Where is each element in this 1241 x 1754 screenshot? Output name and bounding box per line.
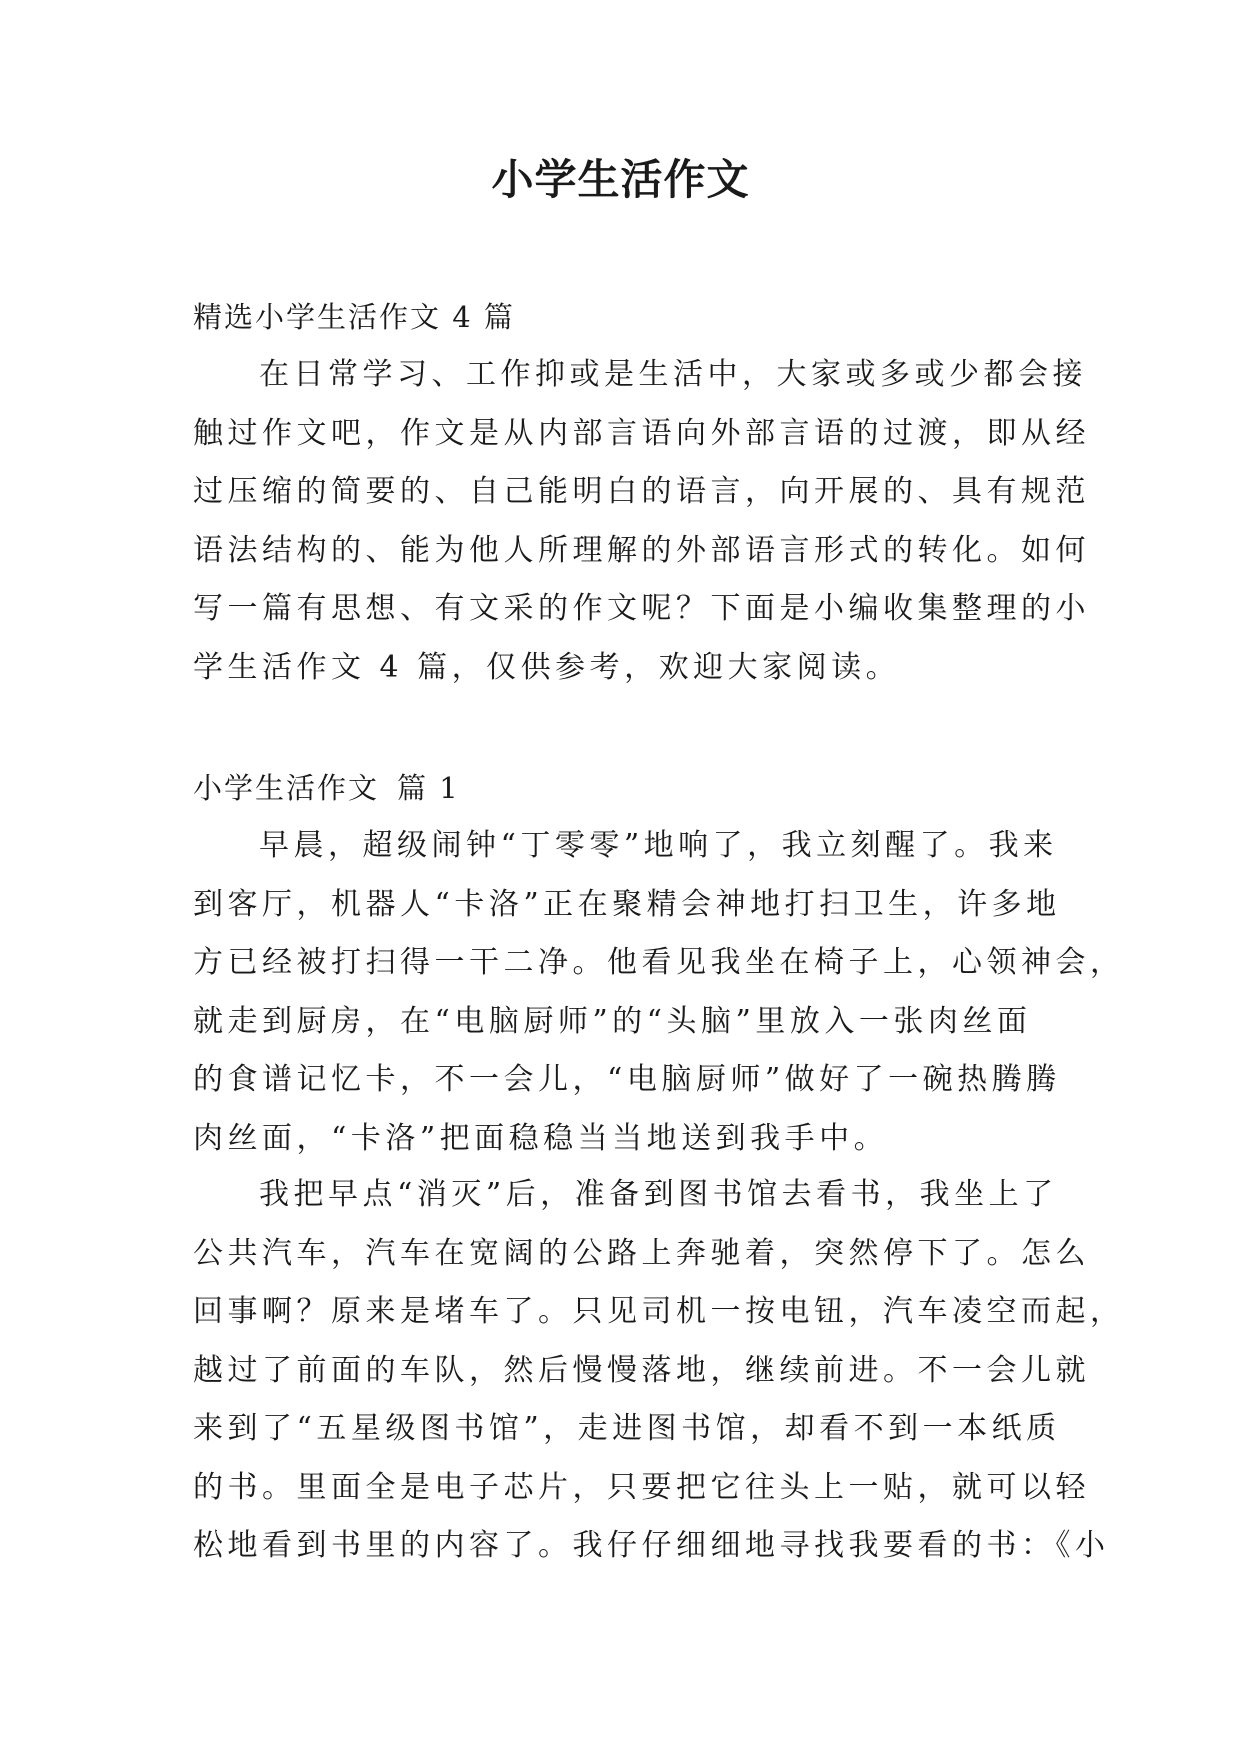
body-paragraph-2 [193,1166,1125,1576]
intro-line: 过压缩的简要的、自己能明白的语言，向开展的、具有规范 [193,474,1090,509]
intro-line: 学生活作文 4 篇，仅供参考，欢迎大家阅读。 [193,649,901,685]
paragraph-line: 早晨，超级闹钟“丁零零”地响了，我立刻醒了。我来 [259,828,1058,863]
paragraph-line: 到客厅，机器人“卡洛”正在聚精会神地打扫卫生，许多地 [193,886,1061,922]
paragraph-line: 的书。里面全是电子芯片，只要把它往头上一贴，就可以轻 [193,1469,1090,1505]
paragraph-line: 方已经被打扫得一干二净。他看见我坐在椅子上，心领神会， [193,945,1125,980]
paragraph-line: 越过了前面的车队，然后慢慢落地，继续前进。不一会儿就 [193,1352,1090,1388]
intro-line: 在日常学习、工作抑或是生活中，大家或多或少都会接 [259,357,1087,392]
section-heading [193,768,460,808]
paragraph-line: 松地看到书里的内容了。我仔仔细细地寻找我要看的书：《小 [193,1528,1110,1563]
paragraph-line: 的食谱记忆卡，不一会儿，“电脑厨师”做好了一碗热腾腾 [193,1062,1061,1097]
intro-line: 触过作文吧，作文是从内部言语向外部言语的过渡，即从经 [193,415,1090,451]
section-heading-title: 小学生活作文 [193,771,380,805]
document-title: 小学生活作文 [491,155,750,204]
paragraph-line: 我把早点“消灭”后，准备到图书馆去看书，我坐上了 [259,1177,1058,1212]
document-subtitle: 精选小学生活作文 4 篇 [193,300,515,334]
paragraph-line: 来到了“五星级图书馆”，走进图书馆，却看不到一本纸质 [193,1411,1061,1446]
body-paragraph-1 [193,817,1125,1168]
paragraph-line: 肉丝面，“卡洛”把面稳稳当当地送到我手中。 [193,1120,889,1156]
paragraph-line: 回事啊？原来是堵车了。只见司机一按电钮，汽车凌空而起， [193,1294,1125,1329]
paragraph-line: 公共汽车，汽车在宽阔的公路上奔驰着，突然停下了。怎么 [193,1235,1090,1271]
intro-line: 写一篇有思想、有文采的作文呢？下面是小编收集整理的小 [193,591,1090,626]
paragraph-line: 就走到厨房，在“电脑厨师”的“头脑”里放入一张肉丝面 [193,1003,1032,1039]
section-heading-number: 篇 1 [397,771,460,805]
intro-paragraph [193,346,1090,697]
intro-line: 语法结构的、能为他人所理解的外部语言形式的转化。如何 [193,532,1090,568]
